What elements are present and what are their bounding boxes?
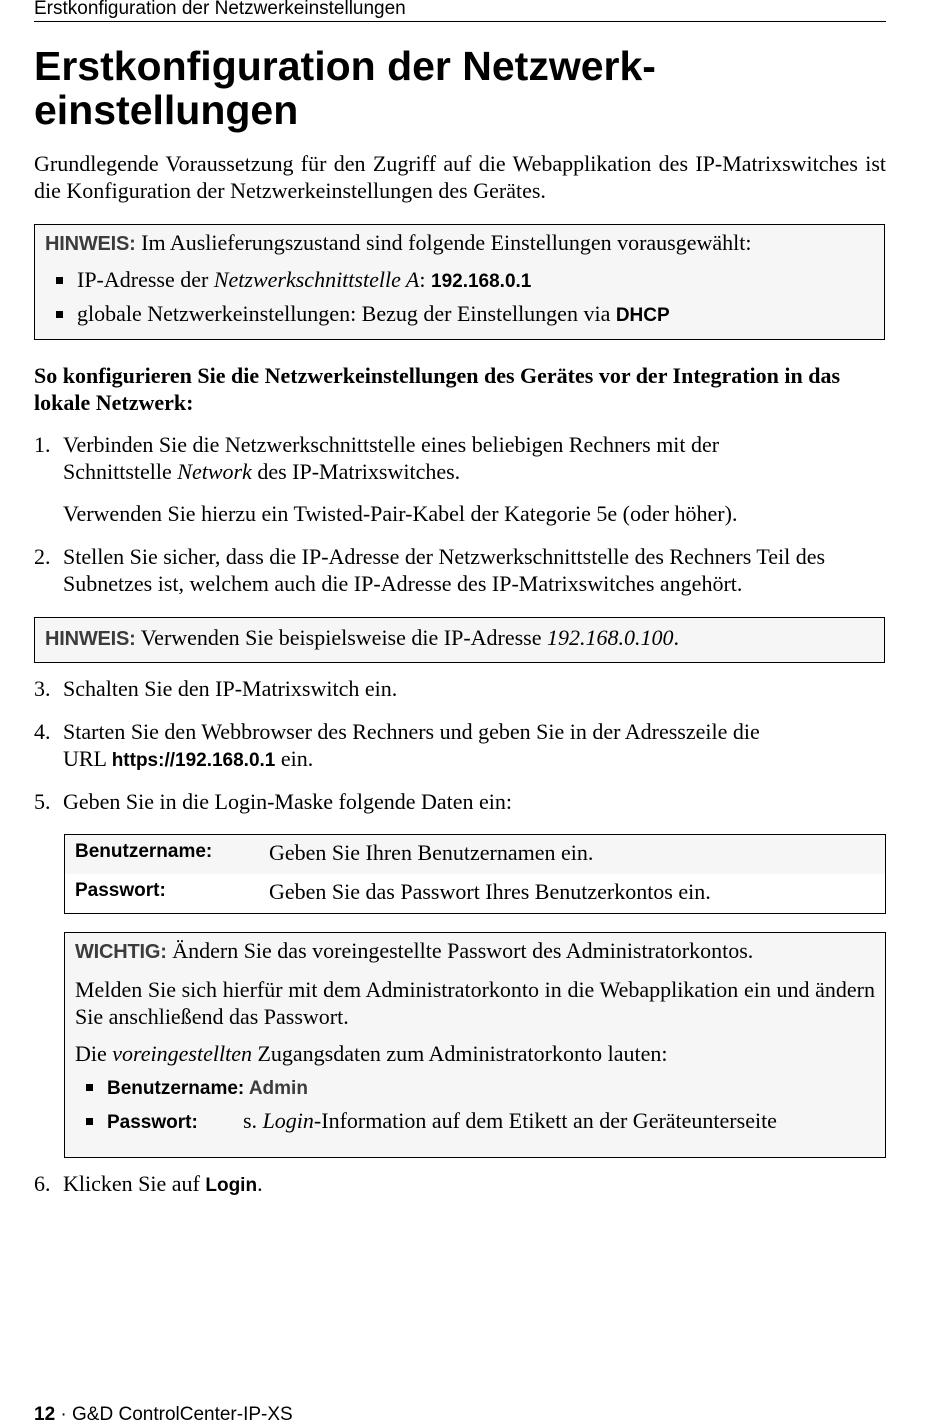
password-label: Passwort: [75, 880, 166, 901]
step-number: 3. [34, 676, 51, 701]
hint-box-defaults [34, 224, 885, 340]
page-title-line1: Erstkonfiguration der Netzwerk- [34, 43, 656, 89]
username-description: Geben Sie Ihren Benutzernamen ein. [269, 840, 594, 865]
login-button-reference: Login [205, 1175, 258, 1196]
hint-label: HINWEIS: [45, 233, 136, 255]
step-number: 2. [34, 544, 51, 569]
list-item [75, 1071, 875, 1105]
list-item: IP-Adresse der Netzwerkschnittstelle A: 192.168.0.1 [45, 264, 874, 298]
step-number: 1. [34, 432, 51, 457]
page-footer: 12 · G&D ControlCenter-IP-XS [34, 1404, 293, 1425]
default-credentials-list [75, 1071, 875, 1139]
hint-box-ip-example: HINWEIS: Verwenden Sie beispielsweise die IP-Adresse 192.168.0.100. [34, 617, 885, 663]
username-label: Benutzername: [75, 841, 213, 862]
procedure-heading: So konfigurieren Sie die Netzwerkeinstellungen des Gerätes vor der Integration in das lokale Netzwerk: [34, 363, 841, 415]
default-username-label: Benutzername: [107, 1078, 245, 1099]
hint-text: HINWEIS: Im Auslieferungszustand sind folgende Einstellungen vorausgewählt: [45, 230, 752, 255]
dhcp-value: DHCP [615, 305, 670, 326]
page-title-line2: einstellungen [34, 87, 299, 133]
login-fields-table [64, 834, 886, 914]
intro-paragraph: Grundlegende Voraussetzung für den Zugriff auf die Webapplikation des IP-Matrixswitches ist die Konfiguration der Netzwerkeinstellungen des Gerätes. [34, 151, 886, 203]
example-ip: 192.168.0.100 [547, 625, 674, 650]
page-number: 12 [34, 1404, 56, 1425]
running-header: Erstkonfiguration der Netzwerkeinstellungen [34, 0, 886, 22]
list-item: Passwort: s. Login-Information auf dem Etikett an der Geräteunterseite [75, 1105, 875, 1139]
hint-label: HINWEIS: [45, 628, 136, 650]
password-description: Geben Sie das Passwort Ihres Benutzerkontos ein. [269, 879, 711, 904]
default-username-value: Admin [244, 1078, 308, 1099]
step-1-note: Verwenden Sie hierzu ein Twisted-Pair-Kabel der Kategorie 5e (oder höher). [63, 501, 738, 526]
important-box: WICHTIG: Ändern Sie das voreingestellte Passwort des Administratorkontos. Melden Sie sich hierfür mit dem Administratorkonto in die Webapplikation ein und ändern Sie anschließend das Passwort. Die voreingestellten Zugangsdaten zum Administratorkonto lauten: Benutzername: Admin Passwort: s. Login-Information auf dem Etikett an der Geräteunterseite [64, 932, 886, 1158]
important-instruction: Melden Sie sich hierfür mit dem Administratorkonto in die Webapplikation ein und ändern Sie anschließend das Passwort. [75, 977, 875, 1029]
step-number: 4. [34, 719, 51, 744]
step-number: 6. [34, 1171, 51, 1196]
network-port-name: Network [177, 459, 252, 484]
list-item: globale Netzwerkeinstellungen: Bezug der Einstellungen via DHCP [45, 298, 874, 332]
table-row [65, 874, 885, 913]
default-password-label: Passwort: [107, 1112, 198, 1133]
step-number: 5. [34, 789, 51, 814]
interface-name: Netzwerkschnittstelle A [213, 267, 420, 292]
page-title [34, 44, 886, 132]
table-row [65, 835, 885, 874]
default-ip: 192.168.0.1 [431, 271, 532, 292]
defaults-list [45, 264, 874, 332]
product-name: G&D ControlCenter-IP-XS [72, 1404, 293, 1425]
important-label: WICHTIG: [75, 941, 167, 963]
login-url: https://192.168.0.1 [111, 750, 276, 771]
